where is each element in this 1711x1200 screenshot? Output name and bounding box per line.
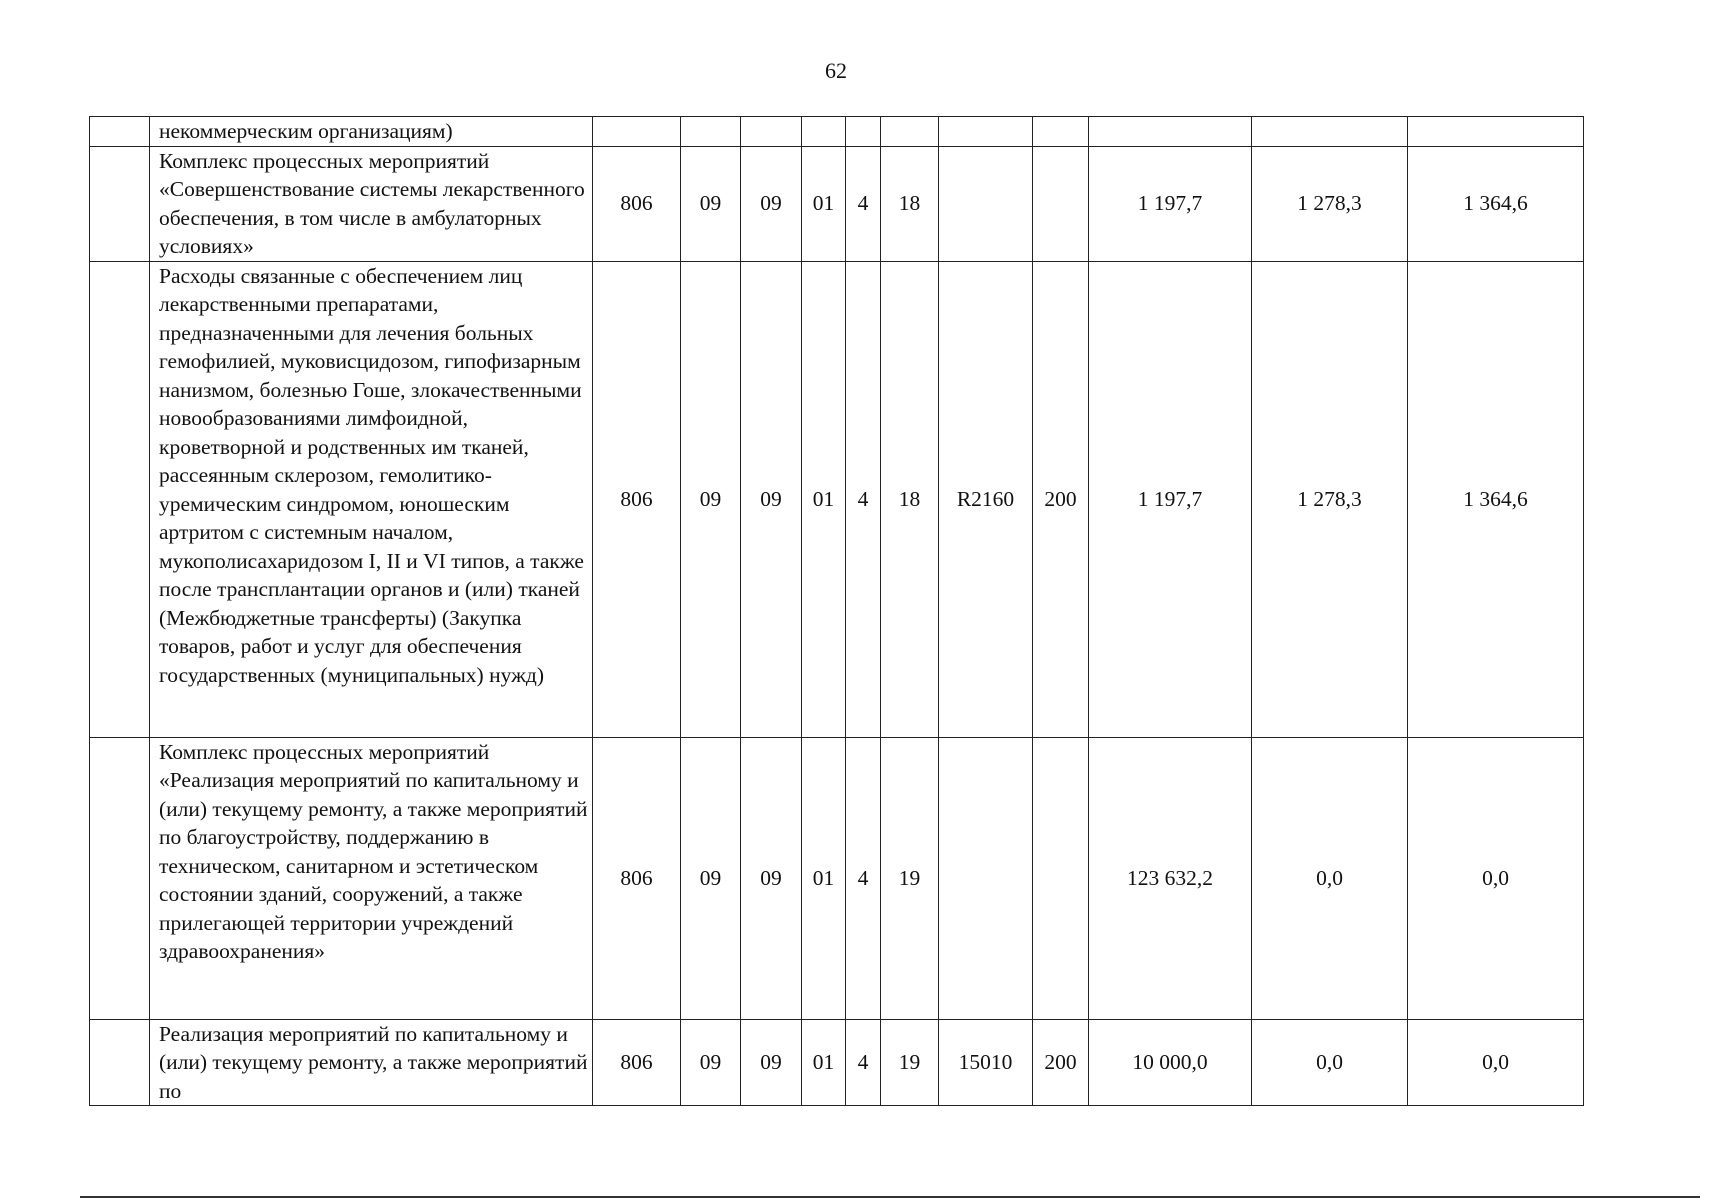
expense-type-cell	[1033, 117, 1089, 147]
table-row	[90, 117, 1584, 147]
index-cell	[90, 117, 150, 147]
name-cell: Расходы связанные с обеспечением лиц лекарственными препаратами, предназначенными для лечения больных гемофилией, муковисцидозом, гипофизарным нанизмом, болезнью Гоше, злокачественными новообразованиями лимфоидной, кроветворной и родственных им тканей, рассеянным склерозом, гемолитико-уремическим синдромом, юношеским артритом с системным началом, мукополисахаридозом I, II и VI типов, а также после трансплантации органов и (или) тканей (Межбюджетные трансферты) (Закупка товаров, работ и услуг для обеспечения государственных (муниципальных) нужд)	[150, 261, 593, 737]
program-type-cell: 4	[846, 146, 881, 261]
amount-year3-cell: 1 364,6	[1408, 261, 1584, 737]
amount-year1-cell: 123 632,2	[1089, 737, 1252, 1019]
section-cell: 09	[681, 737, 741, 1019]
ministry-code-cell: 806	[593, 146, 681, 261]
name-cell: некоммерческим организациям)	[150, 117, 593, 147]
program-type-cell: 4	[846, 737, 881, 1019]
section-cell: 09	[681, 261, 741, 737]
expense-type-cell	[1033, 737, 1089, 1019]
program-type-cell: 4	[846, 261, 881, 737]
structural-element-cell: 19	[881, 1019, 939, 1106]
table-row	[90, 737, 1584, 1019]
program-code-cell: 01	[802, 261, 846, 737]
subsection-cell	[741, 117, 802, 147]
table-row	[90, 261, 1584, 737]
program-type-cell: 4	[846, 1019, 881, 1106]
section-cell	[681, 117, 741, 147]
structural-element-cell: 18	[881, 146, 939, 261]
subsection-cell: 09	[741, 146, 802, 261]
amount-year1-cell: 1 197,7	[1089, 146, 1252, 261]
structural-element-cell: 19	[881, 737, 939, 1019]
section-cell: 09	[681, 146, 741, 261]
program-code-cell	[802, 117, 846, 147]
structural-element-cell	[881, 117, 939, 147]
amount-year2-cell: 0,0	[1252, 1019, 1408, 1106]
amount-year3-cell: 0,0	[1408, 737, 1584, 1019]
amount-year2-cell: 1 278,3	[1252, 261, 1408, 737]
expense-direction-cell	[939, 117, 1033, 147]
name-cell: Комплекс процессных мероприятий «Реализация мероприятий по капитальному и (или) текущему ремонту, а также мероприятий по благоустройству, поддержанию в техническом, санитарном и эстетическом состоянии зданий, сооружений, а также прилегающей территории учреждений здравоохранения»	[150, 737, 593, 1019]
index-cell	[90, 737, 150, 1019]
amount-year2-cell: 0,0	[1252, 737, 1408, 1019]
subsection-cell: 09	[741, 737, 802, 1019]
program-code-cell: 01	[802, 1019, 846, 1106]
expense-direction-cell: 15010	[939, 1019, 1033, 1106]
ministry-code-cell: 806	[593, 737, 681, 1019]
ministry-code-cell: 806	[593, 1019, 681, 1106]
expense-type-cell: 200	[1033, 1019, 1089, 1106]
index-cell	[90, 146, 150, 261]
amount-year1-cell: 1 197,7	[1089, 261, 1252, 737]
name-cell: Комплекс процессных мероприятий «Совершенствование системы лекарственного обеспечения, в том числе в амбулаторных условиях»	[150, 146, 593, 261]
table-row	[90, 1019, 1584, 1106]
name-cell: Реализация мероприятий по капитальному и (или) текущему ремонту, а также мероприятий по	[150, 1019, 593, 1106]
program-code-cell: 01	[802, 737, 846, 1019]
ministry-code-cell	[593, 117, 681, 147]
expense-direction-cell	[939, 737, 1033, 1019]
subsection-cell: 09	[741, 261, 802, 737]
amount-year2-cell: 1 278,3	[1252, 146, 1408, 261]
program-code-cell: 01	[802, 146, 846, 261]
amount-year3-cell: 1 364,6	[1408, 146, 1584, 261]
amount-year3-cell	[1408, 117, 1584, 147]
section-cell: 09	[681, 1019, 741, 1106]
amount-year1-cell: 10 000,0	[1089, 1019, 1252, 1106]
budget-table	[89, 116, 1584, 1106]
program-type-cell	[846, 117, 881, 147]
index-cell	[90, 1019, 150, 1106]
subsection-cell: 09	[741, 1019, 802, 1106]
expense-direction-cell: R2160	[939, 261, 1033, 737]
table-row	[90, 146, 1584, 261]
page-bottom-edge	[80, 1196, 1700, 1198]
amount-year1-cell	[1089, 117, 1252, 147]
ministry-code-cell: 806	[593, 261, 681, 737]
expense-type-cell	[1033, 146, 1089, 261]
page-number: 62	[825, 58, 847, 83]
structural-element-cell: 18	[881, 261, 939, 737]
expense-type-cell: 200	[1033, 261, 1089, 737]
index-cell	[90, 261, 150, 737]
amount-year2-cell	[1252, 117, 1408, 147]
amount-year3-cell: 0,0	[1408, 1019, 1584, 1106]
expense-direction-cell	[939, 146, 1033, 261]
